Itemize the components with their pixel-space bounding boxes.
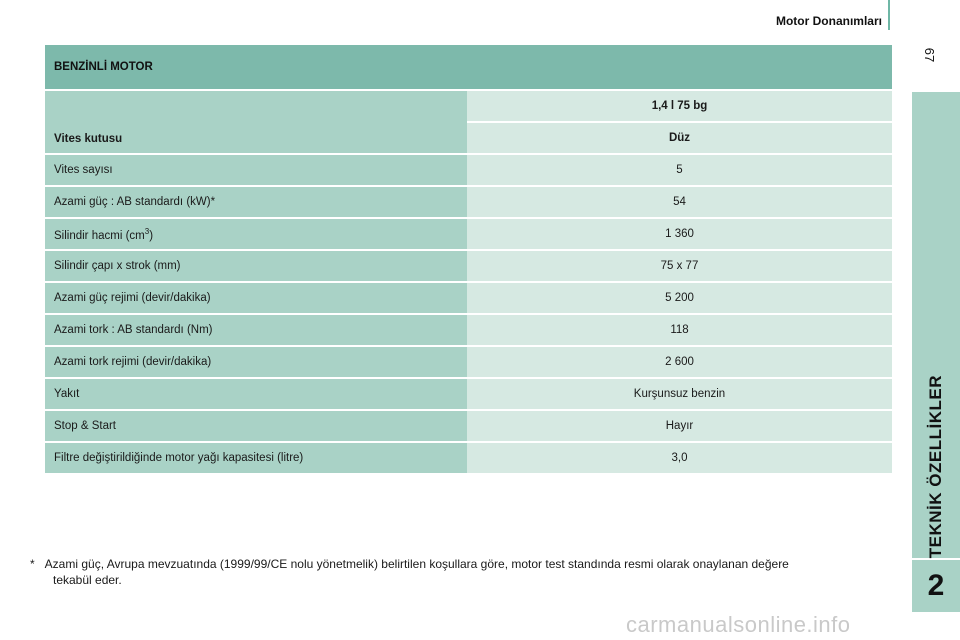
table-row [45,379,892,409]
row-value: 1 360 [467,219,892,249]
row-value: Kurşunsuz benzin [467,379,892,409]
gearbox-value: Düz [467,123,892,153]
row-label: Azami güç rejimi (devir/dakika) [45,283,467,313]
row-value: 54 [467,187,892,217]
chapter-side-tab-label-wrap [912,92,960,558]
row-label: Filtre değiştirildiğinde motor yağı kapasitesi (litre) [45,443,467,473]
watermark: carmanualsonline.info [626,612,851,637]
footnote-line-1 [30,556,880,572]
row-label: Stop & Start [45,411,467,441]
row-label: Yakıt [45,379,467,409]
row-label-suffix: ) [149,229,154,242]
row-label: Azami güç : AB standardı (kW)* [45,187,467,217]
table-row [45,219,892,249]
footnote-marker: * [30,557,35,571]
row-label: Azami tork : AB standardı (Nm) [45,315,467,345]
footnote-text-1: Azami güç, Avrupa mevzuatında (1999/99/CE nolu yönetmelik) belirtilen koşullara göre, motor test standında resmi olarak onaylanan değere [44,557,789,571]
row-value: 5 [467,155,892,185]
chapter-side-tab-label: TEKNİK ÖZELLİKLER [926,374,945,558]
row-value: 118 [467,315,892,345]
page-number: 67 [922,47,938,63]
table-row [45,283,892,313]
table-row [45,411,892,441]
table-row [45,251,892,281]
row-value: 3,0 [467,443,892,473]
footnote [30,556,880,588]
row-label: Azami tork rejimi (devir/dakika) [45,347,467,377]
page-header-title: Motor Donanımları [775,14,882,28]
row-label: Silindir çapı x strok (mm) [45,251,467,281]
header-divider [888,0,890,30]
table-row [45,347,892,377]
row-label [45,219,467,249]
table-title: BENZİNLİ MOTOR [45,45,892,89]
row-value: 75 x 77 [467,251,892,281]
footnote-line-2: tekabül eder. [53,573,122,587]
gearbox-label: Vites kutusu [45,91,467,153]
engine-spec-table [45,43,892,475]
row-value: Hayır [467,411,892,441]
table-row [45,155,892,185]
table-row [45,91,892,121]
table-row [45,187,892,217]
chapter-number: 2 [912,560,960,612]
row-label-text: Silindir hacmi (cm [54,229,145,242]
engine-label: 1,4 l 75 bg [467,91,892,121]
row-value: 5 200 [467,283,892,313]
table-row [45,315,892,345]
table-row [45,443,892,473]
row-label-superscript: 3 [144,226,150,236]
table-title-row [45,45,892,89]
row-value: 2 600 [467,347,892,377]
row-label: Vites sayısı [45,155,467,185]
